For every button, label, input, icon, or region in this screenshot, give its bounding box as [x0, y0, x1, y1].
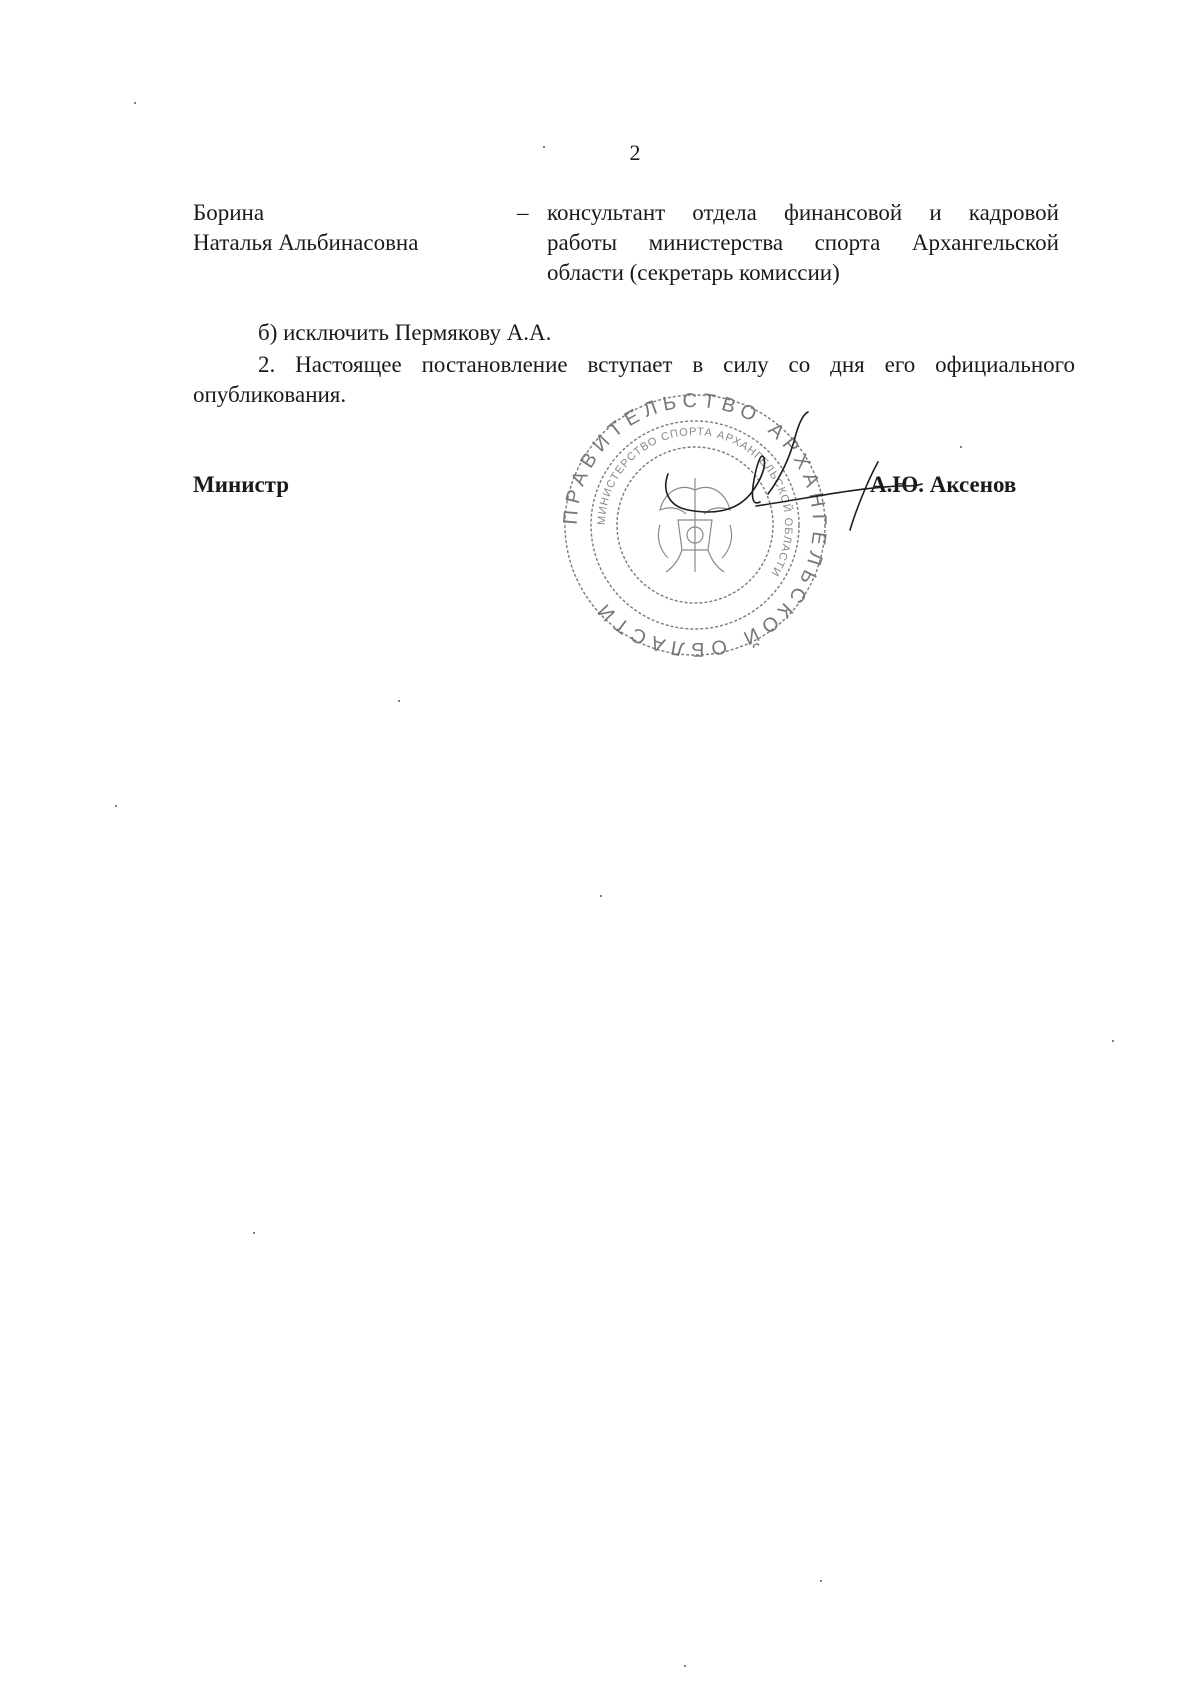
paragraph-item-2-line-2: опубликования.	[193, 382, 347, 407]
scan-speck	[134, 102, 136, 104]
member-role-line-3: области (секретарь комиссии)	[547, 260, 840, 285]
scan-speck	[1112, 1040, 1114, 1042]
page-number: 2	[629, 140, 641, 165]
member-dash: –	[517, 200, 529, 225]
scan-speck	[253, 1232, 255, 1234]
scan-speck	[960, 446, 962, 448]
member-given-names: Наталья Альбинасовна	[193, 230, 419, 255]
scan-speck	[543, 146, 545, 148]
signature-title: Министр	[193, 472, 290, 497]
member-surname: Борина	[193, 200, 265, 225]
scan-speck	[820, 1580, 822, 1582]
seal-inner-text: МИНИСТЕРСТВО СПОРТА АРХАНГЕЛЬСКОЙ ОБЛАСТИ	[595, 425, 795, 579]
paragraph-item-2-line-1: 2. Настоящее постановление вступает в силу со дня его официального	[258, 352, 1075, 377]
paragraph-b-item: б) исключить Пермякову А.А.	[258, 320, 552, 345]
scan-speck	[600, 895, 602, 897]
scan-speck	[115, 805, 117, 807]
seal-outer-text: ПРАВИТЕЛЬСТВО АРХАНГЕЛЬСКОЙ ОБЛАСТИ	[560, 390, 830, 660]
member-name	[193, 198, 418, 258]
scan-speck	[398, 700, 400, 702]
member-role	[547, 198, 1059, 288]
member-role-line-2: работы министерства спорта Архангельской	[547, 230, 1059, 255]
scan-speck	[684, 1665, 686, 1667]
member-role-line-1: консультант отдела финансовой и кадровой	[547, 200, 1059, 225]
signature-name: А.Ю. Аксенов	[870, 472, 1017, 497]
